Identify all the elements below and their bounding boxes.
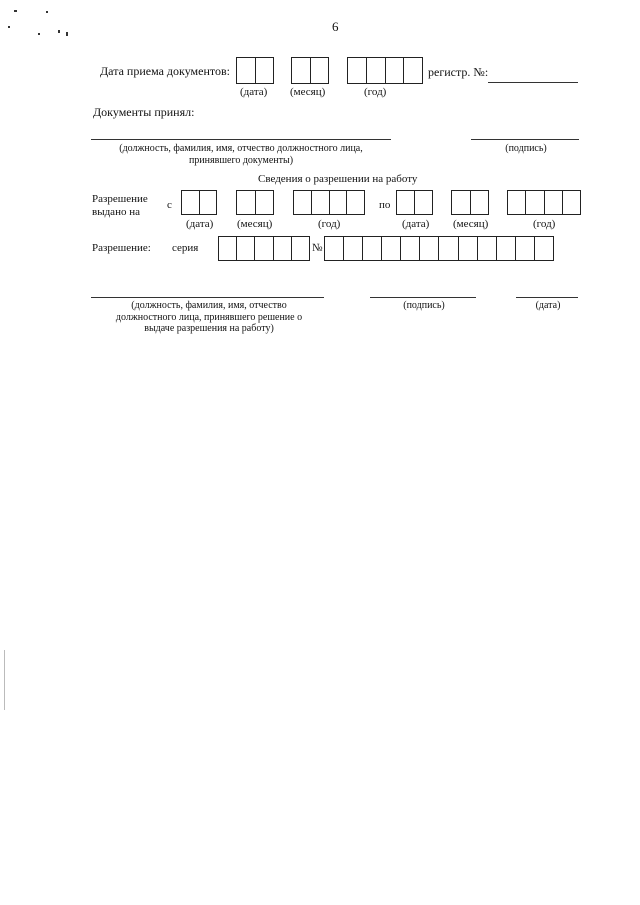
accepted-signature-caption: (подпись) — [505, 143, 547, 154]
reception-month-caption: (месяц) — [290, 86, 326, 98]
decision-position-line[interactable] — [91, 297, 324, 298]
permit-number-boxes[interactable] — [324, 236, 554, 261]
permit-label: Разрешение: — [92, 242, 151, 254]
scan-speck — [38, 33, 40, 35]
to-day-boxes[interactable] — [396, 190, 433, 215]
to-date-caption: (дата) — [402, 218, 430, 230]
permit-to-label: по — [379, 199, 391, 211]
reception-date-label: Дата приема документов: — [100, 64, 230, 78]
permit-number-sign: № — [312, 242, 323, 254]
to-year-caption: (год) — [533, 218, 556, 230]
from-month-boxes[interactable] — [236, 190, 274, 215]
permit-from-label: с — [167, 199, 172, 211]
scan-speck — [58, 30, 60, 33]
scan-speck — [14, 10, 17, 12]
decision-position-caption: (должность, фамилия, имя, отчество должностного лица, принявшего решение о выдаче разрешения на работу) — [115, 300, 303, 334]
from-year-boxes[interactable] — [293, 190, 365, 215]
accepted-position-line[interactable] — [91, 139, 391, 140]
permit-series-boxes[interactable] — [218, 236, 310, 261]
reception-reg-label: регистр. №: — [428, 65, 489, 79]
to-year-boxes[interactable] — [507, 190, 581, 215]
from-month-caption: (месяц) — [237, 218, 273, 230]
page-number: 6 — [332, 19, 339, 34]
scan-speck — [8, 26, 10, 28]
accepted-label: Документы принял: — [93, 105, 195, 119]
from-year-caption: (год) — [318, 218, 341, 230]
reception-year-boxes[interactable] — [347, 57, 423, 84]
reg-number-line[interactable] — [488, 82, 578, 83]
decision-date-line[interactable] — [516, 297, 578, 298]
accepted-signature-line[interactable] — [471, 139, 579, 140]
decision-signature-caption: (подпись) — [403, 300, 445, 311]
decision-date-caption: (дата) — [535, 300, 561, 311]
permit-heading: Сведения о разрешении на работу — [258, 173, 418, 185]
reception-day-boxes[interactable] — [236, 57, 274, 84]
reception-date-caption: (дата) — [240, 86, 268, 98]
from-date-caption: (дата) — [186, 218, 214, 230]
from-day-boxes[interactable] — [181, 190, 217, 215]
scan-speck — [66, 32, 68, 36]
permit-series-label: серия — [172, 242, 199, 254]
reception-year-caption: (год) — [364, 86, 387, 98]
to-month-boxes[interactable] — [451, 190, 489, 215]
accepted-position-caption: (должность, фамилия, имя, отчество должностного лица, принявшего документы) — [119, 143, 363, 166]
decision-signature-line[interactable] — [370, 297, 476, 298]
permit-issued-label: Разрешение выдано на — [92, 193, 148, 219]
scan-edge — [4, 650, 5, 710]
to-month-caption: (месяц) — [453, 218, 489, 230]
reception-month-boxes[interactable] — [291, 57, 329, 84]
scan-speck — [46, 11, 48, 13]
